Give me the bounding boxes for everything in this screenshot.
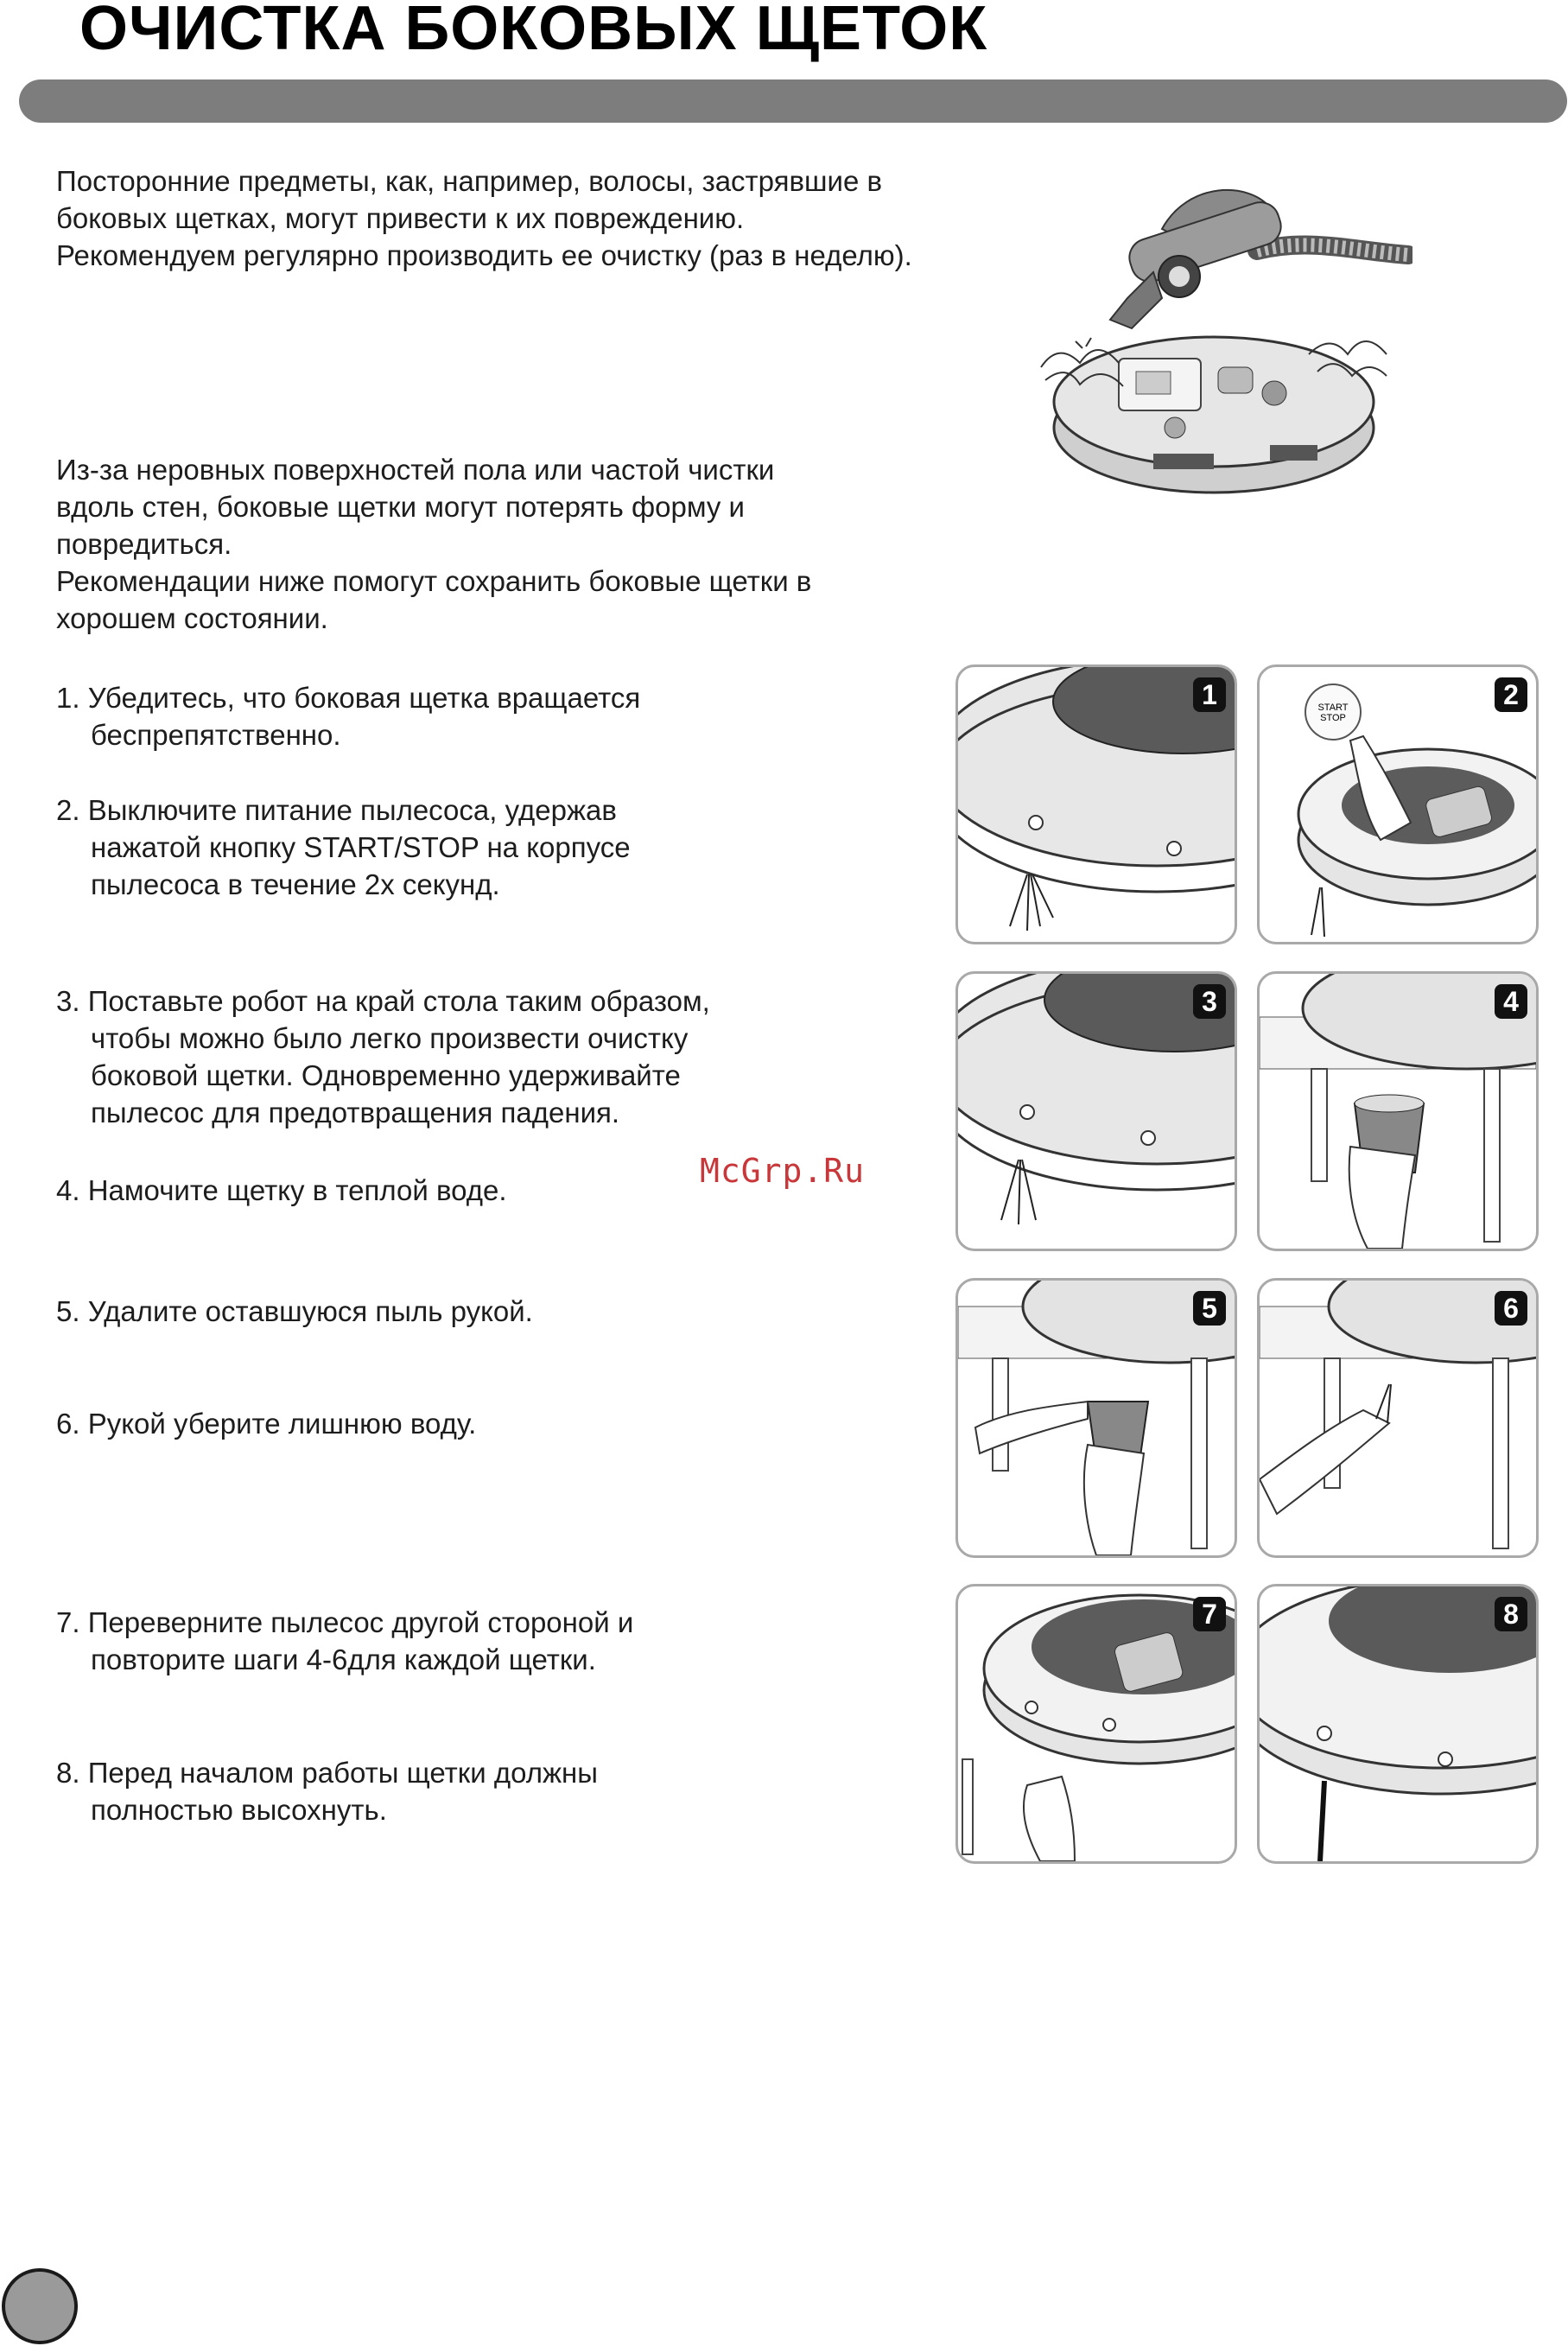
step-badge: 5: [1193, 1291, 1226, 1326]
step-8: [56, 1754, 598, 1828]
step-text: полностью высохнуть.: [91, 1794, 387, 1826]
step-4: [56, 1172, 507, 1209]
step-7-illustration: [955, 1584, 1237, 1864]
step-text: 3. Поставьте робот на край стола таким образом,: [56, 985, 710, 1017]
step-6: [56, 1405, 476, 1442]
step-text: боковой щетки. Одновременно удерживайте: [91, 1059, 681, 1091]
watermark: McGrp.Ru: [700, 1152, 866, 1190]
step-text: беспрепятственно.: [91, 719, 341, 751]
step-text: 5. Удалите оставшуюся пыль рукой.: [56, 1295, 533, 1327]
step-1: [56, 679, 640, 753]
step-text: 8. Перед началом работы щетки должны: [56, 1757, 598, 1789]
title-underline-bar: [19, 79, 1567, 123]
robot-vacuum-cleaning-illustration: [1024, 168, 1412, 527]
step-2-illustration: [1257, 664, 1539, 944]
page-title: ОЧИСТКА БОКОВЫХ ЩЕТОК: [79, 0, 988, 63]
step-text: 6. Рукой уберите лишнюю воду.: [56, 1408, 477, 1440]
step-5: [56, 1293, 533, 1330]
step-7: [56, 1604, 633, 1678]
step-2: [56, 792, 631, 903]
step-text: 4. Намочите щетку в теплой воде.: [56, 1174, 507, 1206]
step-badge: 1: [1193, 677, 1226, 712]
step-badge: 3: [1193, 984, 1226, 1019]
step-badge: 8: [1495, 1597, 1527, 1631]
note-line: вдоль стен, боковые щетки могут потерять форму и: [56, 491, 745, 523]
step-badge: 6: [1495, 1291, 1527, 1326]
step-text: 7. Переверните пылесос другой стороной и: [56, 1606, 634, 1638]
step-8-illustration: [1257, 1584, 1539, 1864]
step-4-illustration: [1257, 971, 1539, 1251]
step-badge: 4: [1495, 984, 1527, 1019]
step-badge: 2: [1495, 677, 1527, 712]
note-line: хорошем состоянии.: [56, 602, 328, 634]
intro-line: Посторонние предметы, как, например, волосы, застрявшие в: [56, 165, 883, 197]
step-1-illustration: [955, 664, 1237, 944]
step-text: чтобы можно было легко произвести очистку: [91, 1022, 689, 1054]
note-line: повредиться.: [56, 528, 232, 560]
step-text: нажатой кнопку START/STOP на корпусе: [91, 831, 631, 863]
step-text: 2. Выключите питание пылесоса, удержав: [56, 794, 617, 826]
care-note-paragraph: [56, 451, 811, 637]
step-badge: 7: [1193, 1597, 1226, 1631]
step-text: пылесос для предотвращения падения.: [91, 1097, 620, 1128]
stop-label: STOP: [1320, 713, 1346, 723]
step-text: 1. Убедитесь, что боковая щетка вращается: [56, 682, 641, 714]
intro-line: боковых щетках, могут привести к их повреждению.: [56, 202, 745, 234]
step-6-illustration: [1257, 1278, 1539, 1558]
note-line: Рекомендации ниже помогут сохранить боковые щетки в: [56, 565, 812, 597]
step-text: пылесоса в течение 2х секунд.: [91, 868, 500, 900]
step-text: повторите шаги 4-6для каждой щетки.: [91, 1643, 596, 1675]
step-3: [56, 982, 710, 1131]
intro-line: Рекомендуем регулярно производить ее очистку (раз в неделю).: [56, 239, 912, 271]
page-number-marker: [2, 2268, 78, 2344]
intro-paragraph: [56, 162, 912, 274]
step-3-illustration: [955, 971, 1237, 1251]
step-5-illustration: [955, 1278, 1237, 1558]
note-line: Из-за неровных поверхностей пола или частой чистки: [56, 454, 775, 486]
start-label: START: [1317, 703, 1349, 713]
